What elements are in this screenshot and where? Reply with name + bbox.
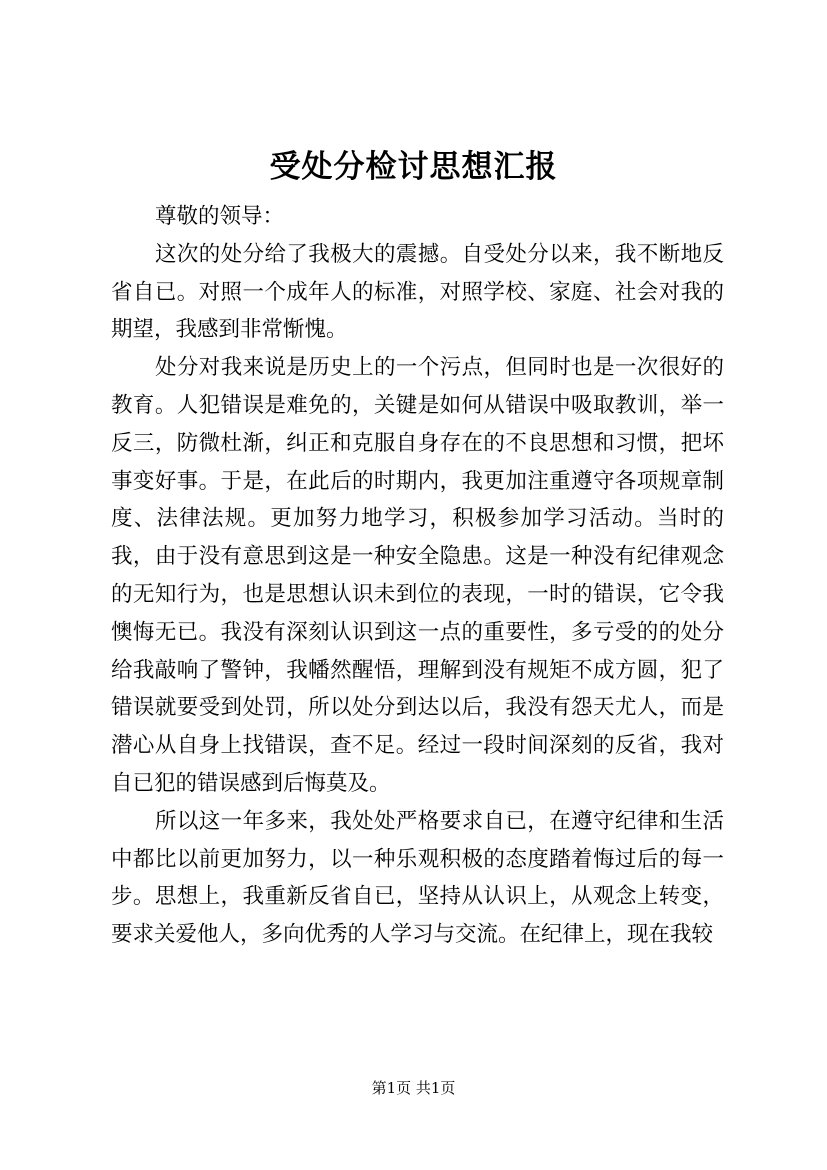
document-body (111, 198, 724, 954)
page-footer: 第1页 共1页 (371, 1079, 456, 1097)
document-title: 受处分检讨思想汇报 (269, 149, 558, 185)
paragraph-3: 所以这一年多来，我处处严格要求自已，在遵守纪律和生活中都比以前更加努力，以一种乐观积极的态度踏着悔过后的每一步。思想上，我重新反省自已，坚持从认识上，从观念上转变，要求关爱他人，多向优秀的人学习与交流。在纪律上，现在我较 (111, 808, 724, 948)
paragraph-1: 这次的处分给了我极大的震撼。自受处分以来，我不断地反省自已。对照一个成年人的标准，对照学校、家庭、社会对我的期望，我感到非常惭愧。 (111, 241, 724, 343)
salutation: 尊敬的领导： (155, 204, 285, 229)
paragraph-2: 处分对我来说是历史上的一个污点，但同时也是一次很好的教育。人犯错误是难免的，关键是如何从错误中吸取教训，举一反三，防微杜渐，纠正和克服自身存在的不良思想和习惯，把坏事变好事。于是，在此后的时期内，我更加注重遵守各项规章制度、法律法规。更加努力地学习，积极参加学习活动。当时的我，由于没有意思到这是一种安全隐患。这是一种没有纪律观念的无知行为，也是思想认识未到位的表现，一时的错误，它令我懊悔无已。我没有深刻认识到这一点的重要性，多亏受的的处分给我敲响了警钟，我幡然醒悟，理解到没有规矩不成方圆，犯了错误就要受到处罚，所以处分到达以后，我没有怨天尤人，而是潜心从自身上找错误，查不足。经过一段时间深刻的反省，我对自已犯的错误感到后悔莫及。 (111, 355, 724, 796)
